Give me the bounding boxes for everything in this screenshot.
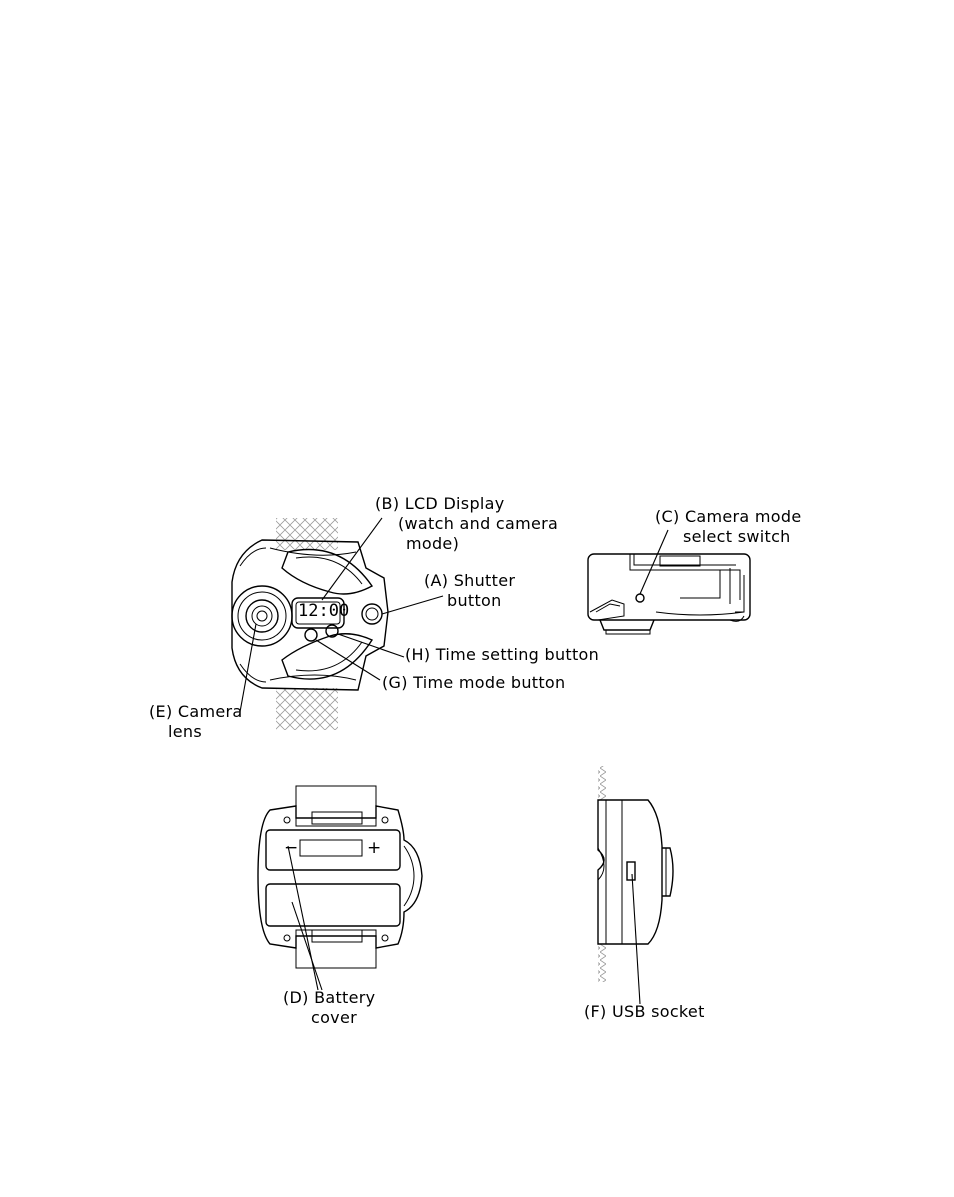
label-camera-lens-line2: lens [168, 722, 202, 741]
label-shutter-line1: (A) Shutter [424, 571, 516, 590]
lcd-time-readout: 12:00 [298, 601, 350, 621]
label-camera-mode-switch-line2: select switch [683, 527, 791, 546]
label-camera-mode-switch-line1: (C) Camera mode [655, 507, 802, 526]
label-shutter-line2: button [447, 591, 502, 610]
label-lcd-display-line1: (B) LCD Display [375, 494, 505, 513]
label-lcd-display-line2: (watch and camera [398, 514, 559, 533]
label-battery-cover-line2: cover [311, 1008, 357, 1027]
label-time-mode: (G) Time mode button [382, 673, 566, 692]
label-usb-socket: (F) USB socket [584, 1002, 705, 1021]
label-battery-cover-line1: (D) Battery [283, 988, 376, 1007]
label-time-setting: (H) Time setting button [405, 645, 600, 664]
battery-plus-sign: + [367, 838, 382, 858]
label-camera-lens-line1: (E) Camera [149, 702, 243, 721]
label-lcd-display-line3: mode) [406, 534, 460, 553]
battery-minus-sign: − [284, 838, 299, 858]
